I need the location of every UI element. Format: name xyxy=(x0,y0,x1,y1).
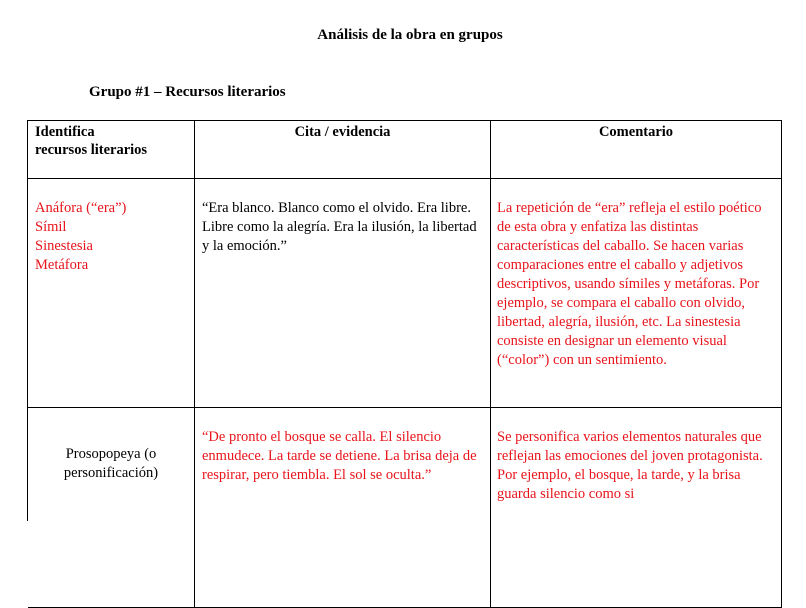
recurso-item: Anáfora (“era”) xyxy=(35,200,127,216)
header-recursos-line2: recursos literarios xyxy=(35,142,148,158)
table-row xyxy=(28,179,782,408)
table-row xyxy=(28,408,782,608)
recurso-item: Prosopopeya (o xyxy=(65,446,157,462)
document-title: Análisis de la obra en grupos xyxy=(317,27,503,43)
analysis-table xyxy=(27,120,782,521)
recurso-item: Sinestesia xyxy=(35,238,93,254)
header-recursos xyxy=(28,121,195,178)
header-recursos-line1: Identifica xyxy=(35,124,95,140)
header-comentario: Comentario xyxy=(491,121,782,178)
table-header-row xyxy=(28,121,782,179)
recurso-item: Metáfora xyxy=(35,257,89,273)
header-cita: Cita / evidencia xyxy=(195,121,491,178)
comentario-cell: Se personifica varios elementos naturales que reflejan las emociones del joven protagonista. Por ejemplo, el bosque, la tarde, y la brisa guarda silencio como si xyxy=(491,408,782,607)
recurso-item: personificación) xyxy=(63,465,159,481)
recursos-cell xyxy=(28,179,195,407)
recursos-cell xyxy=(28,408,195,607)
recurso-item: Símil xyxy=(35,219,67,235)
group-heading: Grupo #1 – Recursos literarios xyxy=(89,84,286,100)
cita-cell: “De pronto el bosque se calla. El silencio enmudece. La tarde se detiene. La brisa deja de respirar, pero tiembla. El sol se oculta.” xyxy=(195,408,491,607)
comentario-cell: La repetición de “era” refleja el estilo poético de esta obra y enfatiza las distintas características del caballo. Se hacen varias comparaciones entre el caballo y adjetivos descriptivos, usando símiles y metáforas. Por ejemplo, se compara el caballo con olvido, libertad, alegría, ilusión, etc. La sinestesia consiste en designar un elemento visual (“color”) con un sentimiento. xyxy=(491,179,782,407)
cita-cell: “Era blanco. Blanco como el olvido. Era libre. Libre como la alegría. Era la ilusión, la libertad y la emoción.” xyxy=(195,179,491,407)
